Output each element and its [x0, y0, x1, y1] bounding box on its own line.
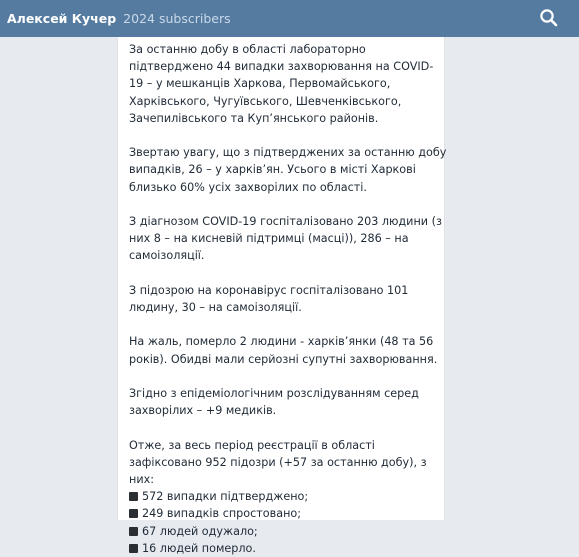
list-item-text: 67 людей одужало;: [142, 524, 258, 538]
message-paragraph: Згідно з епідеміологічним розслідуванням серед захворілих – +9 медиків.: [129, 386, 419, 418]
message-paragraph: За останню добу в області лабораторно підтверджено 44 випадки захворювання на COVID-19 – у мешканців Харкова, Первомайського, Харківського, Чугуївського, Шевченківського, Зачепилівського та Куп’янського районів.: [129, 43, 434, 125]
black-square-icon: [129, 509, 138, 518]
message-paragraph: Звертаю увагу, що з підтверджених за останню добу випадків, 26 – у харків’ян. Усього в місті Харкові близько 60% усіх захворілих по області.: [129, 146, 447, 194]
message-text: [129, 41, 447, 557]
channel-header: [0, 0, 579, 37]
message-paragraph: З підозрою на коронавірус госпіталізовано 101 людину, 30 – на самоізоляції.: [129, 283, 409, 314]
message-paragraph: На жаль, померло 2 людини - харків’янки (48 та 56 років). Обидві мали серйозні супутні захворювання.: [129, 335, 438, 366]
list-item: [129, 505, 447, 522]
search-icon[interactable]: [539, 8, 559, 28]
list-item-text: 16 людей померло.: [142, 541, 256, 555]
list-item: [129, 540, 447, 557]
list-item: [129, 488, 447, 505]
list-item-text: 249 випадків спростовано;: [142, 507, 301, 521]
black-square-icon: [129, 544, 138, 553]
subscriber-count: 2024 subscribers: [123, 11, 231, 26]
stats-list: [129, 488, 447, 557]
list-item-text: 572 випадки підтверджено;: [142, 490, 309, 504]
channel-name[interactable]: Алексей Кучер: [7, 11, 117, 26]
message-paragraph: З діагнозом COVID-19 госпіталізовано 203 людини (з них 8 – на кисневій підтримці (масці)), 286 – на самоізоляції.: [129, 215, 442, 263]
black-square-icon: [129, 492, 138, 501]
message-paragraph: Отже, за весь період реєстрації в області зафіксовано 952 підозри (+57 за останню добу), з них:: [129, 438, 427, 486]
list-item: [129, 523, 447, 540]
black-square-icon: [129, 527, 138, 536]
message-bubble: [117, 37, 447, 555]
